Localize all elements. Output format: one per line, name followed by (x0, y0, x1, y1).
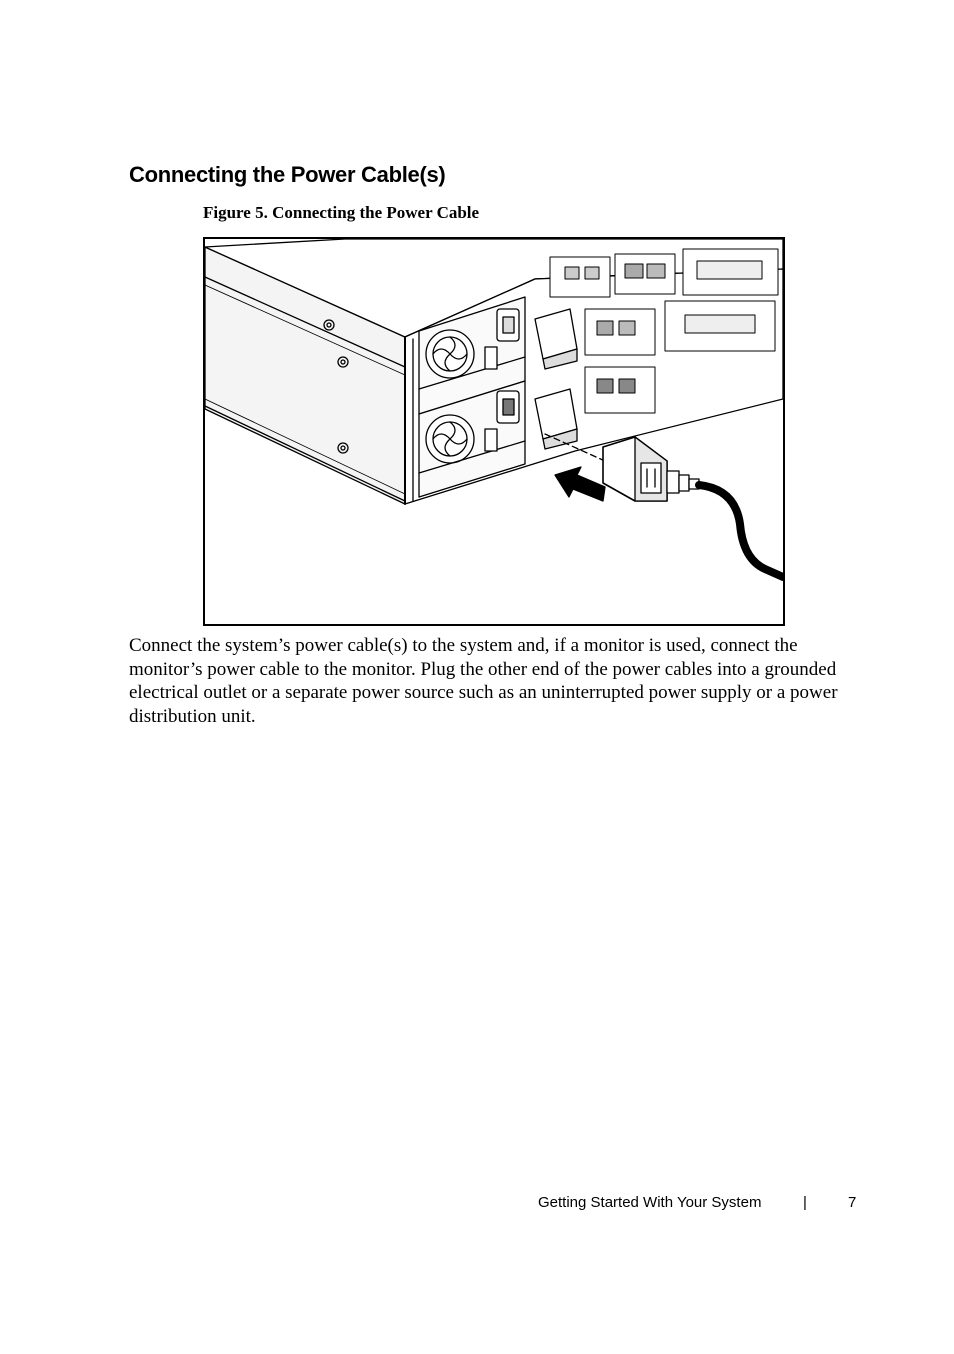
section-heading: Connecting the Power Cable(s) (129, 162, 446, 187)
instructions-paragraph: Connect the system’s power cable(s) to the system and, if a monitor is used, connect the monitor’s power cable to the monitor. Plug the other end of the power cables into a grounded electrical outlet or a separate power source such as an uninterrupted power supply or a power distribution unit. (129, 635, 838, 727)
power-cable-plug (603, 437, 699, 501)
insertion-arrow-icon (555, 467, 605, 501)
server-power-connection-illustration (205, 239, 783, 624)
footer-title: Getting Started With Your System (538, 1194, 762, 1211)
power-cable-figure (203, 237, 785, 626)
page-number: 7 (848, 1194, 857, 1211)
figure-caption: Figure 5. Connecting the Power Cable (203, 203, 480, 222)
power-cable (699, 485, 783, 577)
footer-separator: | (803, 1194, 807, 1211)
